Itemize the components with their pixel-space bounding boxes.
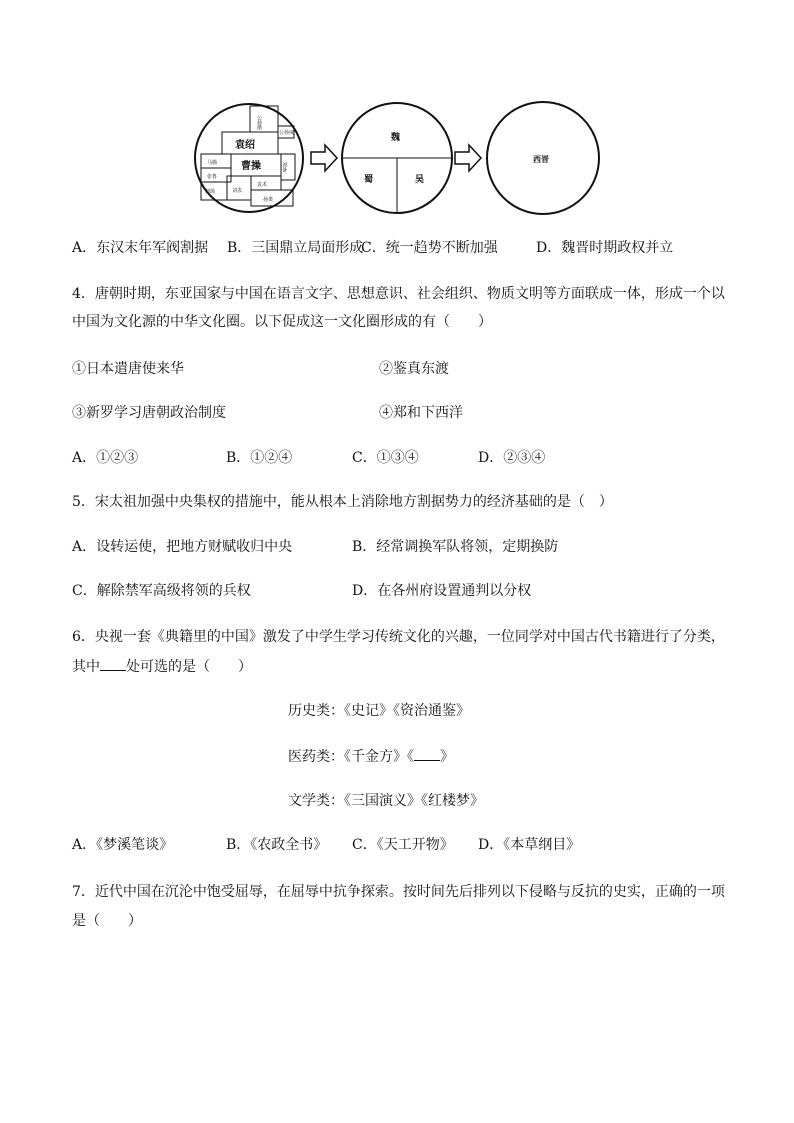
q5-option-b: B．经常调换军队将领，定期换防 <box>352 539 559 555</box>
q3-option-c: C．统一趋势不断加强 <box>361 240 498 256</box>
q4-stem-line1: 4．唐朝时期，东亚国家与中国在语言文字、思想意识、社会组织、物质文明等方面联成一体，形成一个以 <box>72 286 725 302</box>
q6-option-a: A．《梦溪笔谈》 <box>72 837 174 853</box>
q4-stem-line2: 中国为文化源的中华文化圈。以下促成这一文化圈形成的有（ ） <box>72 314 492 330</box>
q6-category-medicine <box>288 746 454 767</box>
label-wu: 吴 <box>415 175 425 185</box>
q3-option-b: B．三国鼎立局面形成 <box>227 240 364 256</box>
label-liubei: 刘备 <box>281 162 287 172</box>
q6-category-literature: 文学类：《三国演义》《红楼梦》 <box>288 793 484 809</box>
three-kingdoms-diagram <box>193 100 613 218</box>
western-jin-circle <box>487 102 599 214</box>
label-yuanshao: 袁绍 <box>235 140 255 151</box>
arrow-right-icon <box>311 145 337 171</box>
q4-item-3: ③新罗学习唐朝政治制度 <box>72 405 226 421</box>
q3-option-a: A．东汉末年军阀割据 <box>72 240 209 256</box>
label-wei: 魏 <box>391 133 401 143</box>
q6-stem-line2-post: 处可选的是（ ） <box>126 659 252 675</box>
q6-stem-line2 <box>72 656 252 677</box>
q4-option-b: B．①②④ <box>226 450 293 466</box>
label-mateng: 马腾 <box>207 160 218 166</box>
label-yuanshu: 袁术 <box>257 182 268 188</box>
q6-category-medicine-pre: 医药类：《千金方》《 <box>288 749 414 765</box>
q5-stem: 5．宋太祖加强中央集权的措施中，能从根本上消除地方割据势力的经济基础的是（ ） <box>72 494 613 510</box>
label-liuzhang: 刘璋 <box>205 189 216 195</box>
label-shu: 蜀 <box>364 175 374 185</box>
q6-option-b: B．《农政全书》 <box>226 837 328 853</box>
q4-item-1: ①日本遣唐使来华 <box>72 361 184 377</box>
label-liubiao: 刘表 <box>232 188 243 194</box>
q7-stem-line1: 7．近代中国在沉沦中饱受屈辱，在屈辱中抗争探索。按时间先后排列以下侵略与反抗的史实，正确的一项 <box>72 884 725 900</box>
q6-category-medicine-post: 》 <box>440 749 454 765</box>
q6-category-history: 历史类：《史记》《资治通鉴》 <box>288 703 470 719</box>
q6-stem-line1: 6．央视一套《典籍里的中国》激发了中学生学习传统文化的兴趣，一位同学对中国古代书籍进行了分类， <box>72 629 725 645</box>
q5-option-a: A．设转运使，把地方财赋收归中央 <box>72 539 293 555</box>
q5-option-c: C．解除禁军高级将领的兵权 <box>72 583 251 599</box>
q4-option-a: A．①②③ <box>72 450 139 466</box>
answer-blank <box>100 656 126 671</box>
warlords-circle <box>195 104 303 212</box>
label-zhanglu: 张鲁 <box>207 174 218 180</box>
q4-option-d: D．②③④ <box>478 450 546 466</box>
q6-option-c: C．《天工开物》 <box>352 837 454 853</box>
q5-option-d: D．在各州府设置通判以分权 <box>352 583 532 599</box>
three-kingdoms-circle <box>342 103 452 213</box>
q4-item-4: ④郑和下西洋 <box>379 405 463 421</box>
q3-option-d: D．魏晋时期政权并立 <box>536 240 674 256</box>
label-caocao: 曹操 <box>241 161 261 172</box>
label-gongsunzan: 公孙瓒 <box>256 115 262 130</box>
q7-stem-line2: 是（ ） <box>72 913 142 929</box>
label-xijin: 西晋 <box>533 154 549 164</box>
label-sunce: 孙策 <box>263 197 274 203</box>
arrow-right-icon <box>455 145 481 171</box>
q6-stem-line2-pre: 其中 <box>72 659 100 675</box>
q4-option-c: C．①③④ <box>352 450 419 466</box>
q4-item-2: ②鉴真东渡 <box>379 361 449 377</box>
q6-option-d: D．《本草纲目》 <box>478 837 581 853</box>
answer-blank <box>414 746 440 761</box>
label-gongsundu: 公孙度 <box>279 130 295 136</box>
